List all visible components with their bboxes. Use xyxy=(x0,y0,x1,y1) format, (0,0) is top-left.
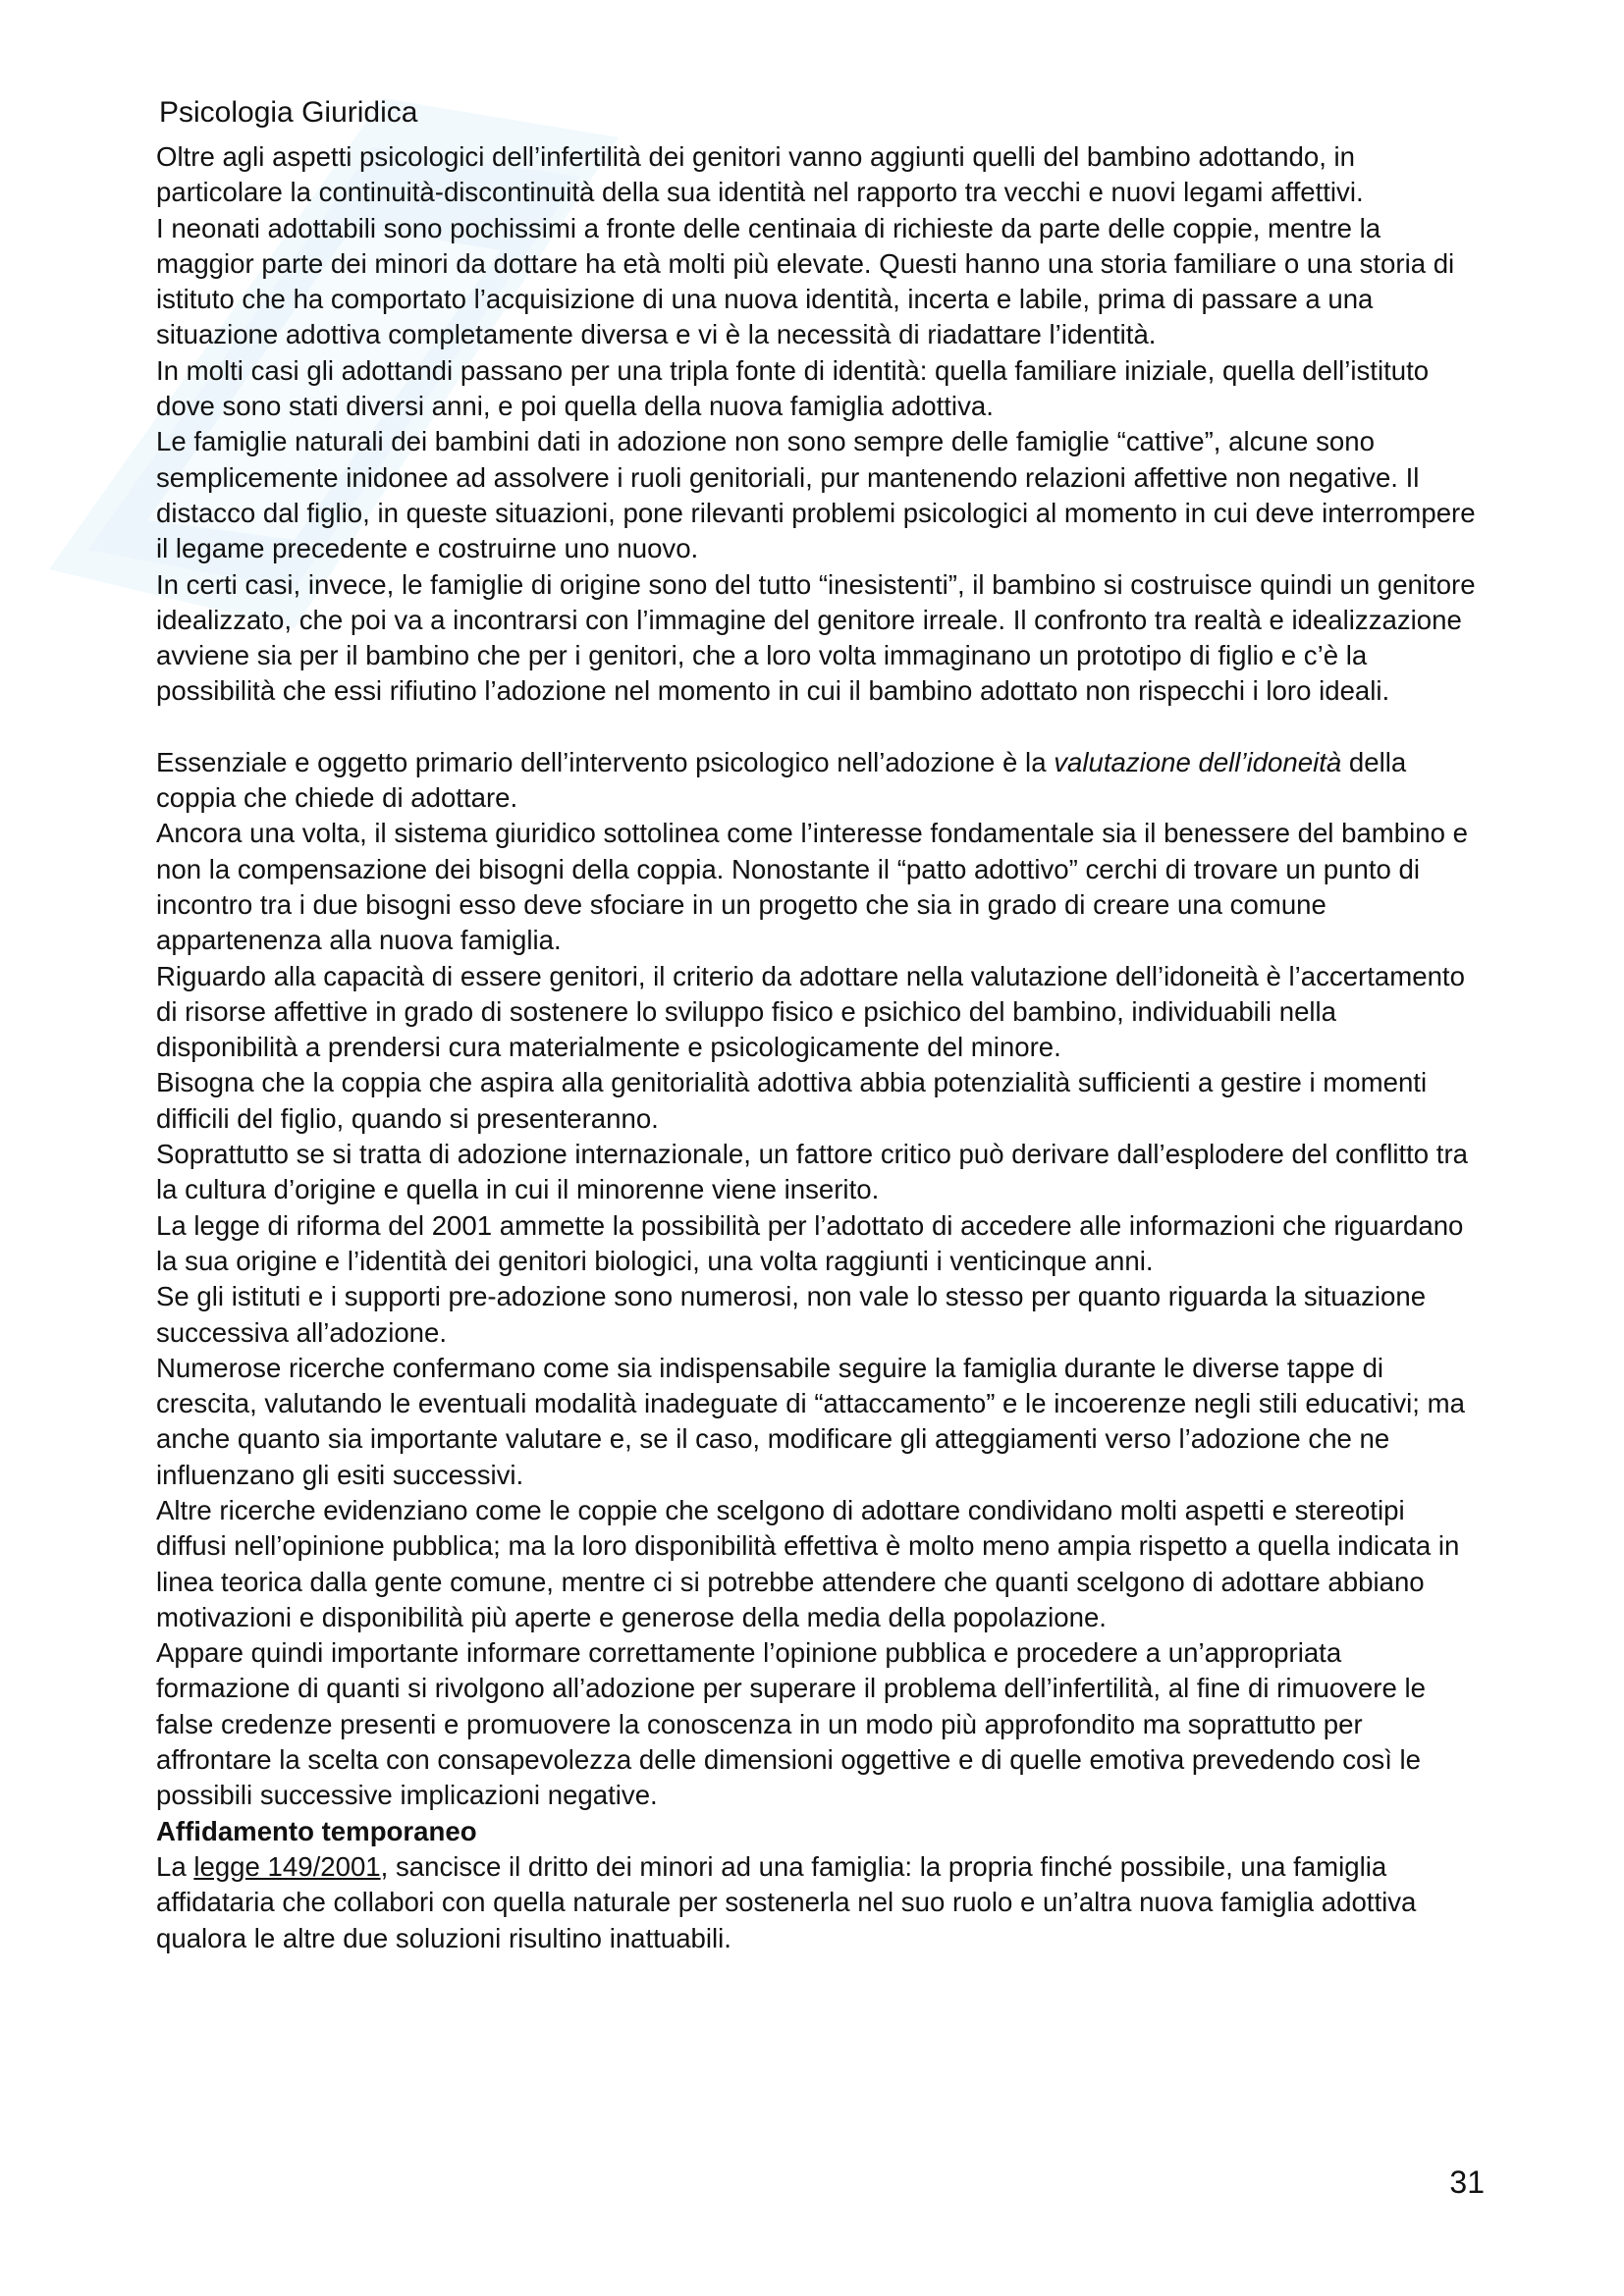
paragraph: La legge di riforma del 2001 ammette la possibilità per l’adottato di accedere alle informazioni che riguardano la sua origine e l’identità dei genitori biologici, una volta raggiunti i venticinque anni. xyxy=(156,1209,1464,1276)
paragraph: Ancora una volta, il sistema giuridico sottolinea come l’interesse fondamentale sia il benessere del bambino e non la compensazione dei bisogni della coppia. Nonostante il “patto adottivo” cerchi di trovare un punto di incontro tra i due bisogni esso deve sfociare in un progetto che sia in grado di creare una comune appartenenza alla nuova famiglia. xyxy=(156,818,1468,956)
paragraph: Le famiglie naturali dei bambini dati in adozione non sono sempre delle famiglie “cattive”, alcune sono semplicemente inidonee ad assolvere i ruoli genitoriali, pur mantenendo relazioni affettive non negative. Il distacco dal figlio, in queste situazioni, pone rilevanti problemi psicologici al momento in cui deve interrompere il legame precedente e costruirne uno nuovo. xyxy=(156,426,1476,564)
paragraph-with-italic xyxy=(156,745,1482,817)
paragraph: Oltre agli aspetti psicologici dell’infertilità dei genitori vanno aggiunti quelli del bambino adottando, in particolare la continuità-discontinuità della sua identità nel rapporto tra vecchi e nuovi legami affettivi. xyxy=(156,141,1364,208)
paragraph-with-link xyxy=(156,1849,1482,1956)
paragraph: Altre ricerche evidenziano come le coppie che scelgono di adottare condividano molti aspetti e stereotipi diffusi nell’opinione pubblica; ma la loro disponibilità effettiva è molto meno ampia rispetto a quella indicata in linea teorica dalla gente comune, mentre ci si potrebbe attendere che quanti scelgono di adottare abbiano motivazioni e disponibilità più aperte e generose della media della popolazione. xyxy=(156,1494,1460,1632)
section-heading: Affidamento temporaneo xyxy=(156,1815,477,1846)
paragraph: I neonati adottabili sono pochissimi a fronte delle centinaia di richieste da parte delle coppie, mentre la maggior parte dei minori da dottare ha età molti più elevate. Questi hanno una storia familiare o una storia di istituto che ha comportato l’acquisizione di una nuova identità, incerta e labile, prima di passare a una situazione adottiva completamente diversa e vi è la necessità di riadattare l’identità. xyxy=(156,212,1455,350)
page-content xyxy=(156,94,1482,1956)
page-number: 31 xyxy=(1449,2164,1485,2200)
text-run: , sancisce il dritto dei minori ad una famiglia: la propria finché possibile, una famiglia affidataria che collabori con quella naturale per sostenerla nel suo ruolo e un’altra nuova famiglia adottiva qualora le altre due soluzioni risultino inattuabili. xyxy=(156,1850,1417,1953)
paragraph: Appare quindi importante informare correttamente l’opinione pubblica e procedere a un’appropriata formazione di quanti si rivolgono all’adozione per superare il problema dell’infertilità, al fine di rimuovere le false credenze presenti e promuovere la conoscenza in un modo più approfondito ma soprattutto per affrontare la scelta con consapevolezza delle dimensioni oggettive e di quelle emotiva prevedendo così le possibili successive implicazioni negative. xyxy=(156,1637,1426,1811)
paragraph: Numerose ricerche confermano come sia indispensabile seguire la famiglia durante le diverse tappe di crescita, valutando le eventuali modalità inadeguate di “attaccamento” e le incoerenze negli stili educativi; ma anche quanto sia importante valutare e, se il caso, modificare gli atteggiamenti verso l’adozione che ne influenzano gli esiti successivi. xyxy=(156,1352,1465,1490)
text-run: La xyxy=(156,1850,194,1882)
italic-term: valutazione dell’idoneità xyxy=(1054,746,1342,777)
paragraph: Soprattutto se si tratta di adozione internazionale, un fattore critico può derivare dall’esplodere del conflitto tra la cultura d’origine e quella in cui il minorenne viene inserito. xyxy=(156,1139,1469,1205)
paragraph: Se gli istituti e i supporti pre-adozione sono numerosi, non vale lo stesso per quanto riguarda la situazione successiva all’adozione. xyxy=(156,1281,1427,1348)
paragraph: In certi casi, invece, le famiglie di origine sono del tutto “inesistenti”, il bambino si costruisce quindi un genitore idealizzato, che poi va a incontrarsi con l’immagine del genitore irreale. Il confronto tra realtà e idealizzazione avviene sia per il bambino che per i genitori, che a loro volta immaginano un prototipo di figlio e c’è la possibilità che essi rifiutino l’adozione nel momento in cui il bambino adottato non rispecchi i loro ideali. xyxy=(156,568,1476,707)
law-link[interactable]: legge 149/2001 xyxy=(193,1850,381,1882)
paragraph: Bisogna che la coppia che aspira alla genitorialità adottiva abbia potenzialità sufficienti a gestire i momenti difficili del figlio, quando si presenteranno. xyxy=(156,1067,1428,1134)
paragraph-spacer xyxy=(156,710,1482,745)
text-run: Essenziale e oggetto primario dell’intervento psicologico nell’adozione è la xyxy=(156,746,1055,777)
text-run: della coppia che chiede di adottare. xyxy=(156,746,1407,814)
paragraph: Riguardo alla capacità di essere genitori, il criterio da adottare nella valutazione dell’idoneità è l’accertamento di risorse affettive in grado di sostenere lo sviluppo fisico e psichico del bambino, individuabili nella disponibilità a prendersi cura materialmente e psicologicamente del minore. xyxy=(156,960,1465,1063)
paragraph: In molti casi gli adottandi passano per una tripla fonte di identità: quella familiare iniziale, quella dell’istituto dove sono stati diversi anni, e poi quella della nuova famiglia adottiva. xyxy=(156,354,1430,422)
page-title: Psicologia Giuridica xyxy=(159,96,418,129)
